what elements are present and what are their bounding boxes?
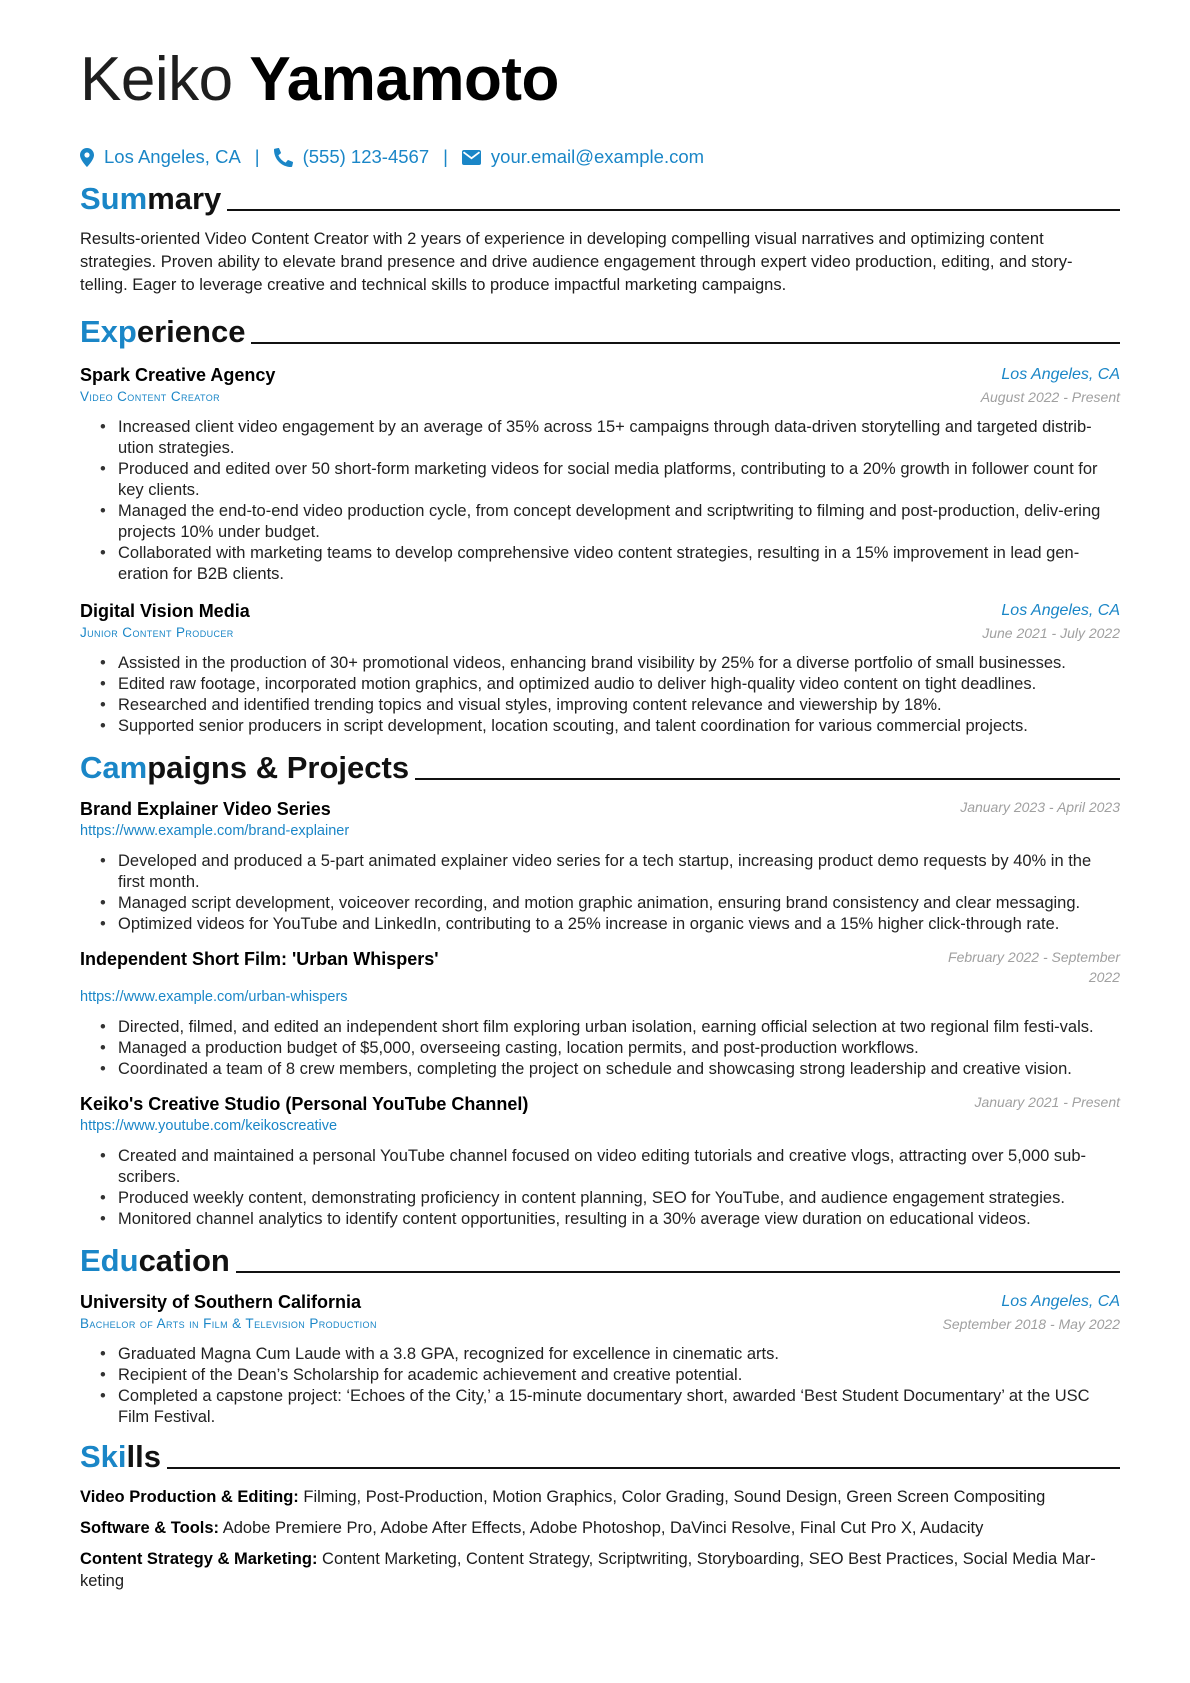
skill-row bbox=[80, 1548, 1120, 1592]
education-dates: September 2018 - May 2022 bbox=[942, 1316, 1120, 1332]
skill-list: Filming, Post-Production, Motion Graphics, Color Grading, Sound Design, Green Screen Compositing bbox=[303, 1488, 1046, 1506]
bullet-item: • Produced weekly content, demonstrating proficiency in content planning, SEO for YouTube, and audience engagement strategies. bbox=[118, 1188, 1120, 1209]
job-location: Los Angeles, CA bbox=[1001, 602, 1120, 619]
summary-section-header bbox=[80, 178, 1120, 218]
resume-page bbox=[80, 40, 1120, 1592]
envelope-icon bbox=[462, 150, 481, 165]
school-name: University of Southern California bbox=[80, 1292, 362, 1312]
bullet-item: • Managed the end-to-end video production cycle, from concept development and scriptwriting to filming and post-production, deliv-ering projects 10% under budget. bbox=[118, 501, 1120, 543]
skill-row bbox=[80, 1517, 1120, 1539]
bullet-item: • Optimized videos for YouTube and LinkedIn, contributing to a 25% increase in organic views and a 15% higher click-through rate. bbox=[118, 914, 1120, 935]
skill-list: Adobe Premiere Pro, Adobe After Effects, Adobe Photoshop, DaVinci Resolve, Final Cut Pro X, Audacity bbox=[222, 1519, 984, 1537]
education-section-header bbox=[80, 1240, 1120, 1280]
experience-section-header bbox=[80, 311, 1120, 351]
project-bullets bbox=[80, 1146, 1120, 1230]
project-entry bbox=[80, 797, 1120, 935]
location-text: Los Angeles, CA bbox=[104, 146, 241, 167]
project-entry bbox=[80, 1092, 1120, 1230]
section-divider bbox=[227, 209, 1120, 211]
section-title: Summary bbox=[80, 181, 222, 216]
bullet-item: • Directed, filmed, and edited an independent short film exploring urban isolation, earning official selection at two regional film festi-vals. bbox=[118, 1017, 1120, 1038]
bullet-item: • Developed and produced a 5-part animated explainer video series for a tech startup, increasing product demo requests by 40% in the first month. bbox=[118, 851, 1120, 893]
bullet-item: • Assisted in the production of 30+ promotional videos, enhancing brand visibility by 25% for a diverse portfolio of small businesses. bbox=[118, 653, 1120, 674]
section-divider bbox=[415, 778, 1120, 780]
job-dates: August 2022 - Present bbox=[980, 389, 1120, 405]
job-entry bbox=[80, 599, 1120, 737]
bullet-item: • Created and maintained a personal YouTube channel focused on video editing tutorials and creative vlogs, attracting over 5,000 sub-scribers. bbox=[118, 1146, 1120, 1188]
bullet-item: • Graduated Magna Cum Laude with a 3.8 GPA, recognized for excellence in cinematic arts. bbox=[118, 1344, 1120, 1365]
project-dates: January 2021 - Present bbox=[974, 1094, 1120, 1110]
summary-text: Results-oriented Video Content Creator with 2 years of experience in developing compelling visual narratives and optimizing content strategies. Proven ability to elevate brand presence and drive audience engagement through expert video production, editing, and story-telling. Eager to leverage creative and technical skills to produce impactful marketing campaigns. bbox=[80, 230, 1073, 294]
project-link[interactable]: https://www.example.com/brand-explainer bbox=[80, 823, 350, 839]
bullet-item: • Completed a capstone project: ‘Echoes of the City,’ a 15-minute documentary short, awarded ‘Best Student Documentary’ at the USC Film Festival. bbox=[118, 1386, 1120, 1428]
bullet-item: • Increased client video engagement by an average of 35% across 15+ campaigns through data-driven storytelling and targeted distrib-ution strategies. bbox=[118, 417, 1120, 459]
project-link[interactable]: https://www.example.com/urban-whispers bbox=[80, 989, 348, 1005]
job-bullets bbox=[80, 653, 1120, 737]
project-name: Independent Short Film: 'Urban Whispers' bbox=[80, 949, 439, 969]
skill-category: Video Production & Editing: bbox=[80, 1488, 299, 1506]
skill-row bbox=[80, 1486, 1120, 1508]
skill-category: Software & Tools: bbox=[80, 1519, 220, 1537]
job-location: Los Angeles, CA bbox=[1001, 366, 1120, 383]
first-name: Keiko bbox=[80, 45, 233, 114]
skills-section-header bbox=[80, 1436, 1120, 1476]
skill-category: Content Strategy & Marketing: bbox=[80, 1550, 318, 1568]
project-bullets bbox=[80, 851, 1120, 935]
bullet-item: • Recipient of the Dean’s Scholarship for academic achievement and creative potential. bbox=[118, 1365, 1120, 1386]
contact-phone[interactable] bbox=[274, 146, 430, 168]
section-divider bbox=[167, 1467, 1120, 1469]
map-marker-icon bbox=[80, 148, 94, 167]
contact-separator: | bbox=[443, 146, 448, 167]
section-divider bbox=[251, 342, 1120, 344]
section-title: Education bbox=[80, 1243, 230, 1278]
education-bullets bbox=[80, 1344, 1120, 1428]
bullet-item: • Researched and identified trending topics and visual styles, improving content relevance and viewership by 18%. bbox=[118, 695, 1120, 716]
project-entry bbox=[80, 947, 1120, 1080]
section-divider bbox=[236, 1271, 1120, 1273]
job-title: Video Content Creator bbox=[80, 389, 221, 404]
bullet-item: • Coordinated a team of 8 crew members, completing the project on schedule and showcasing strong leadership and creative vision. bbox=[118, 1059, 1120, 1080]
phone-text[interactable]: (555) 123-4567 bbox=[302, 146, 430, 167]
job-bullets bbox=[80, 417, 1120, 585]
bullet-item: • Monitored channel analytics to identify content opportunities, resulting in a 30% average view duration on educational videos. bbox=[118, 1209, 1120, 1230]
degree-title: Bachelor of Arts in Film & Television Production bbox=[80, 1316, 377, 1331]
bullet-item: • Managed a production budget of $5,000, overseeing casting, location permits, and post-production workflows. bbox=[118, 1038, 1120, 1059]
job-dates: June 2021 - July 2022 bbox=[982, 625, 1120, 641]
candidate-name bbox=[80, 40, 1120, 120]
bullet-item: • Produced and edited over 50 short-form marketing videos for social media platforms, contributing to a 20% growth in follower count for key clients. bbox=[118, 459, 1120, 501]
project-name: Keiko's Creative Studio (Personal YouTube Channel) bbox=[80, 1094, 529, 1114]
projects-section-header bbox=[80, 747, 1120, 787]
phone-icon bbox=[274, 148, 293, 167]
project-link[interactable]: https://www.youtube.com/keikoscreative bbox=[80, 1118, 338, 1134]
skill-list: Content Marketing, Content Strategy, Scriptwriting, Storyboarding, SEO Best Practices, Social Media Mar-keting bbox=[80, 1550, 1096, 1590]
bullet-item: • Supported senior producers in script development, location scouting, and talent coordination for various commercial projects. bbox=[118, 716, 1120, 737]
contact-email[interactable] bbox=[462, 146, 704, 168]
project-dates: January 2023 - April 2023 bbox=[960, 799, 1120, 815]
job-title: Junior Content Producer bbox=[80, 625, 234, 640]
contact-bar bbox=[80, 142, 1120, 172]
last-name: Yamamoto bbox=[249, 45, 559, 114]
school-location: Los Angeles, CA bbox=[1001, 1293, 1120, 1310]
education-entry bbox=[80, 1290, 1120, 1428]
contact-location bbox=[80, 146, 241, 168]
bullet-item: • Edited raw footage, incorporated motion graphics, and optimized audio to deliver high-quality video content on tight deadlines. bbox=[118, 674, 1120, 695]
email-link[interactable]: your.email@example.com bbox=[490, 146, 705, 167]
bullet-item: • Collaborated with marketing teams to develop comprehensive video content strategies, resulting in a 15% improvement in lead gen-eration for B2B clients. bbox=[118, 543, 1120, 585]
project-name: Brand Explainer Video Series bbox=[80, 799, 331, 819]
section-title: Campaigns & Projects bbox=[80, 750, 410, 785]
job-entry bbox=[80, 363, 1120, 585]
section-title: Experience bbox=[80, 314, 246, 349]
bullet-item: • Managed script development, voiceover recording, and motion graphic animation, ensuring brand consistency and clear messaging. bbox=[118, 893, 1120, 914]
project-dates: February 2022 - September 2022 bbox=[948, 949, 1120, 985]
project-bullets bbox=[80, 1017, 1120, 1080]
company-name: Spark Creative Agency bbox=[80, 365, 276, 385]
contact-separator: | bbox=[254, 146, 260, 167]
company-name: Digital Vision Media bbox=[80, 601, 250, 621]
section-title: Skills bbox=[80, 1439, 161, 1474]
